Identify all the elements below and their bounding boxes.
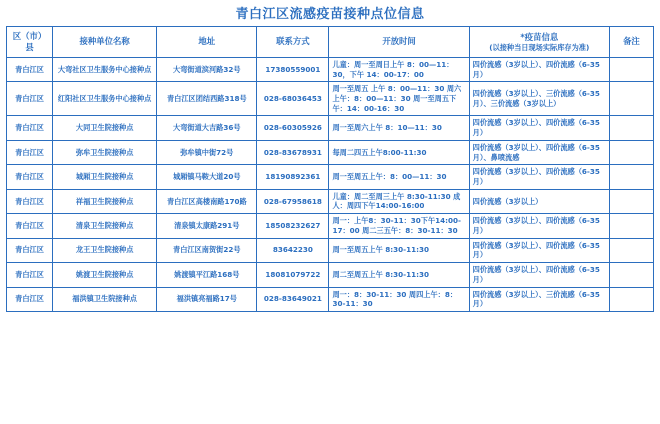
cell-open-time: 周一至周五 上午 8：00—11：30 周六上午：8：00—11：30 周一至周五下午：14：00-16：30 <box>329 82 469 116</box>
header-address: 地址 <box>157 27 257 58</box>
cell-unit-name: 姚渡卫生院接种点 <box>53 263 157 287</box>
cell-address: 姚渡镇平江路168号 <box>157 263 257 287</box>
cell-contact: 028-83649021 <box>257 287 329 311</box>
cell-remark <box>609 116 653 140</box>
page-title: 青白江区流感疫苗接种点位信息 <box>235 7 425 22</box>
cell-remark <box>609 57 653 81</box>
cell-remark <box>609 214 653 238</box>
cell-contact: 18190892361 <box>257 165 329 189</box>
header-vaccine-info-main: *疫苗信息 <box>520 31 559 42</box>
cell-open-time: 周一至周五上午：8：00—11：30 <box>329 165 469 189</box>
cell-district: 青白江区 <box>7 116 53 140</box>
cell-address: 大弯街道大吉路36号 <box>157 116 257 140</box>
cell-contact: 18508232627 <box>257 214 329 238</box>
cell-vaccine-info: 四价流感（3岁以上）、四价流感（6-35月） <box>469 116 609 140</box>
table-row <box>7 263 654 287</box>
cell-vaccine-info: 四价流感（3岁以上）、四价流感（6-35月） <box>469 263 609 287</box>
cell-contact: 028-83678931 <box>257 140 329 164</box>
cell-open-time: 周一：上午8：30-11：30下午14:00-17：00 周二三五午：8：30-11：30 <box>329 214 469 238</box>
header-unit: 接种单位名称 <box>53 27 157 58</box>
header-open-time: 开放时间 <box>329 27 469 58</box>
cell-unit-name: 红阳社区卫生服务中心接种点 <box>53 82 157 116</box>
cell-remark <box>609 165 653 189</box>
cell-district: 青白江区 <box>7 263 53 287</box>
cell-vaccine-info: 四价流感（3岁以上）、四价流感（6-35月） <box>469 57 609 81</box>
table-row <box>7 165 654 189</box>
cell-remark <box>609 263 653 287</box>
cell-contact: 028-60305926 <box>257 116 329 140</box>
cell-address: 城厢镇马鞍大道20号 <box>157 165 257 189</box>
cell-address: 弥牟镇中街72号 <box>157 140 257 164</box>
cell-district: 青白江区 <box>7 238 53 262</box>
header-district: 区（市）县 <box>7 27 53 58</box>
cell-open-time: 每周二四五上午8:00-11:30 <box>329 140 469 164</box>
vaccination-sites-table <box>6 26 654 312</box>
cell-unit-name: 清泉卫生院接种点 <box>53 214 157 238</box>
cell-remark <box>609 287 653 311</box>
table-row <box>7 238 654 262</box>
table-body <box>7 57 654 311</box>
table-row <box>7 57 654 81</box>
cell-contact: 17380559001 <box>257 57 329 81</box>
cell-district: 青白江区 <box>7 189 53 213</box>
cell-unit-name: 大同卫生院接种点 <box>53 116 157 140</box>
cell-unit-name: 福洪镇卫生院接种点 <box>53 287 157 311</box>
cell-vaccine-info: 四价流感（3岁以上）、四价流感（6-35月） <box>469 165 609 189</box>
cell-vaccine-info: 四价流感（3岁以上）、四价流感（6-35月）、鼻喷流感 <box>469 140 609 164</box>
cell-unit-name: 弥牟卫生院接种点 <box>53 140 157 164</box>
cell-open-time: 周一：8：30-11：30 周四上午：8：30-11：30 <box>329 287 469 311</box>
cell-open-time: 儿童：周一至周日上午 8：00—11：30，下午 14：00-17：00 <box>329 57 469 81</box>
cell-district: 青白江区 <box>7 214 53 238</box>
cell-contact: 18081079722 <box>257 263 329 287</box>
cell-district: 青白江区 <box>7 287 53 311</box>
cell-vaccine-info: 四价流感（3岁以上）、四价流感（6-35月） <box>469 238 609 262</box>
table-row <box>7 287 654 311</box>
cell-address: 清泉镇太康路291号 <box>157 214 257 238</box>
table-row <box>7 140 654 164</box>
table-row <box>7 116 654 140</box>
cell-address: 青白江区团结西路318号 <box>157 82 257 116</box>
header-remark: 备注 <box>609 27 653 58</box>
cell-open-time: 儿童：周二至周三上午 8:30-11:30 成人：周四下午14:00-16:00 <box>329 189 469 213</box>
cell-open-time: 周一至周六上午 8：10—11：30 <box>329 116 469 140</box>
cell-remark <box>609 238 653 262</box>
cell-district: 青白江区 <box>7 165 53 189</box>
cell-vaccine-info: 四价流感（3岁以上）、四价流感（6-35月） <box>469 214 609 238</box>
cell-district: 青白江区 <box>7 82 53 116</box>
table-row <box>7 82 654 116</box>
cell-remark <box>609 140 653 164</box>
cell-address: 青白江区高楼南路170路 <box>157 189 257 213</box>
cell-open-time: 周一至周五上午 8:30-11:30 <box>329 238 469 262</box>
cell-contact: 83642230 <box>257 238 329 262</box>
cell-contact: 028-68036453 <box>257 82 329 116</box>
cell-vaccine-info: 四价流感（3岁以上）、三价流感（6-35月）、三价流感（3岁以上） <box>469 82 609 116</box>
cell-open-time: 周二至周五上午 8:30-11:30 <box>329 263 469 287</box>
cell-unit-name: 祥福卫生院接种点 <box>53 189 157 213</box>
cell-address: 大弯街道滨河路32号 <box>157 57 257 81</box>
cell-vaccine-info: 四价流感（3岁以上）、三价流感（6-35月） <box>469 287 609 311</box>
cell-unit-name: 大弯社区卫生服务中心接种点 <box>53 57 157 81</box>
cell-address: 福洪镇亮福路17号 <box>157 287 257 311</box>
cell-remark <box>609 82 653 116</box>
table-row <box>7 214 654 238</box>
cell-remark <box>609 189 653 213</box>
cell-vaccine-info: 四价流感（3岁以上） <box>469 189 609 213</box>
header-contact: 联系方式 <box>257 27 329 58</box>
cell-district: 青白江区 <box>7 140 53 164</box>
cell-address: 青白江区南贺街22号 <box>157 238 257 262</box>
header-vaccine-info <box>469 27 609 58</box>
cell-unit-name: 龙王卫生院接种点 <box>53 238 157 262</box>
header-vaccine-info-sub: (以接种当日现场实际库存为准) <box>489 42 590 52</box>
cell-district: 青白江区 <box>7 57 53 81</box>
cell-contact: 028-67958618 <box>257 189 329 213</box>
cell-unit-name: 城厢卫生院接种点 <box>53 165 157 189</box>
table-row <box>7 189 654 213</box>
table-header-row <box>7 27 654 58</box>
